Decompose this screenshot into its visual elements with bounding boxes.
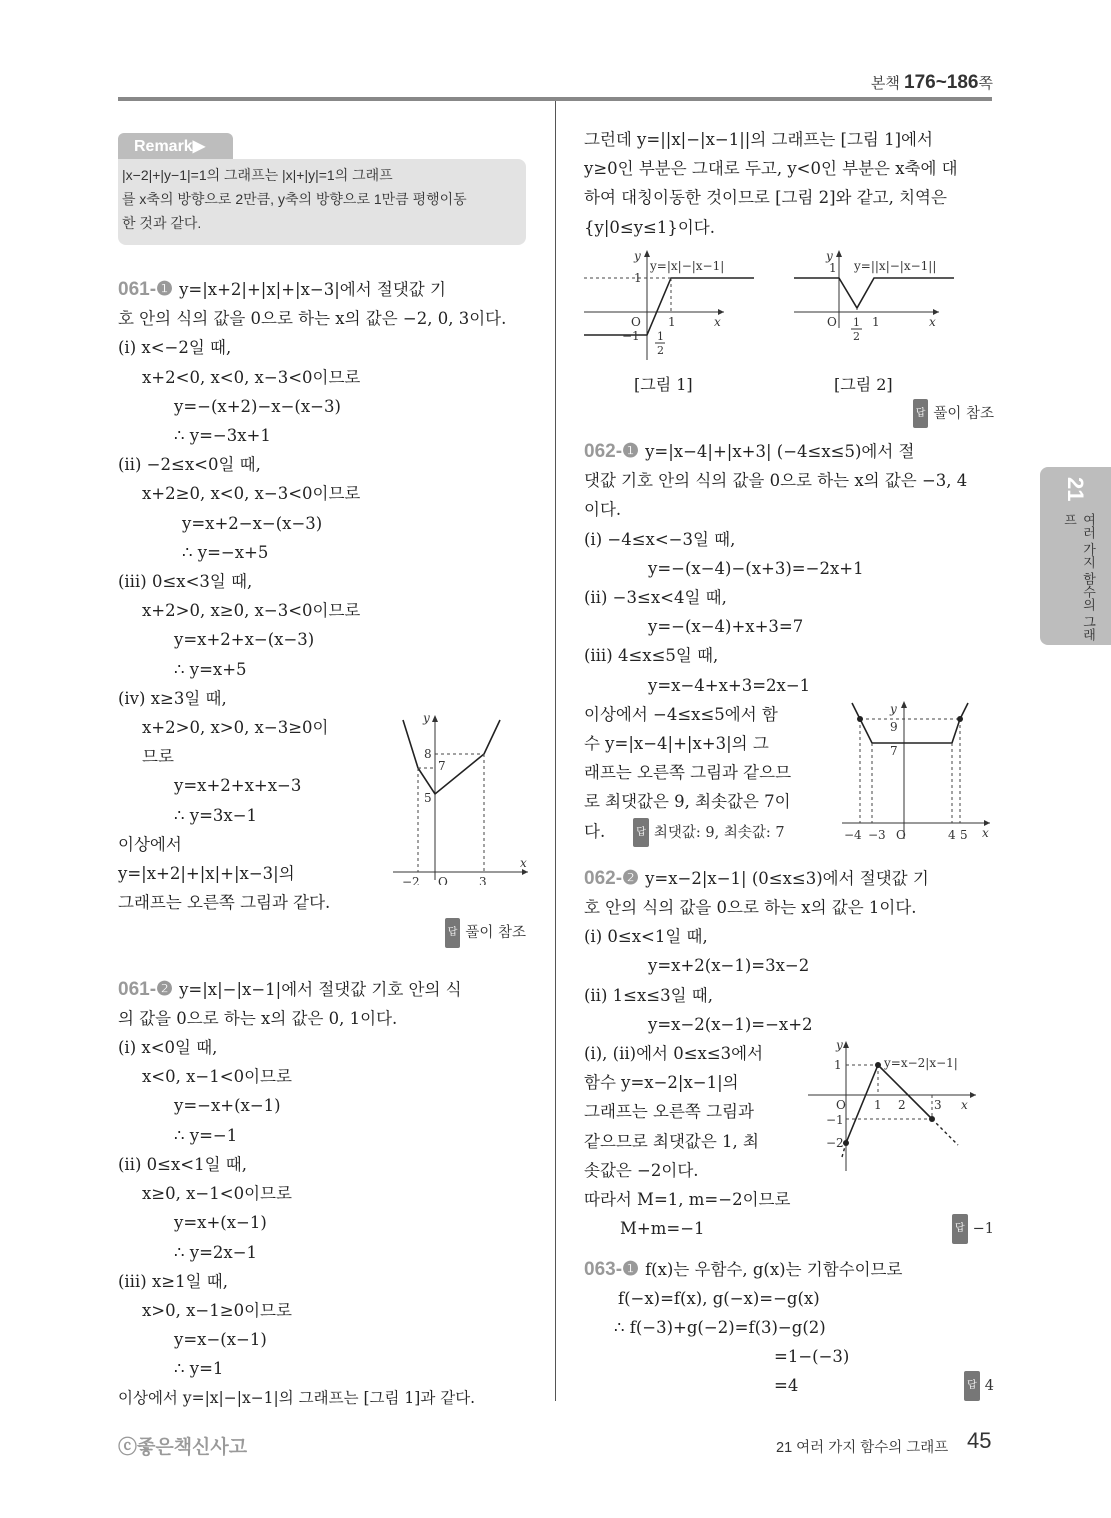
text-line: 므로 <box>142 747 174 767</box>
text-line: 함수 y=x−2|x−1|의 <box>584 1073 739 1093</box>
text-line: (ⅰ) x<0일 때, <box>118 1038 218 1058</box>
text-line: 이상에서 y=|x|−|x−1|의 그래프는 [그림 1]과 같다. <box>118 1388 476 1407</box>
figure-equation: y=|x|−|x−1| <box>650 258 725 273</box>
tick-label: 9 <box>890 720 898 735</box>
text-line: y=−x+(x−1) <box>174 1096 281 1116</box>
y-axis-label: y <box>423 711 430 725</box>
text-line: 로 최댓값은 9, 최솟값은 7이 <box>584 792 791 812</box>
text-line: y≥0인 부분은 그대로 두고, y<0인 부분은 x축에 대 <box>584 159 958 179</box>
figure-1 <box>584 248 759 366</box>
text-line: 호 안의 식의 값을 0으로 하는 x의 값은 1이다. <box>584 898 917 918</box>
text-line: y=|x−4|+|x+3| (−4≤x≤5)에서 절 <box>645 442 915 462</box>
ref-suffix: 쪽 <box>978 75 993 92</box>
text-line: (ⅰ) −4≤x<−3일 때, <box>584 529 736 549</box>
footer-chapter: 21 여러 가지 함수의 그래프 <box>776 1440 949 1456</box>
text-line: 이상에서 −4≤x≤5에서 함 <box>584 704 778 724</box>
text-line: y=x+(x−1) <box>174 1213 267 1233</box>
text-line: 의 값을 0으로 하는 x의 값은 0, 1이다. <box>118 1008 398 1028</box>
page-number: 45 <box>967 1428 992 1453</box>
page-ref <box>871 72 993 94</box>
text-line: y=x−2|x−1| (0≤x≤3)에서 절댓값 기 <box>645 868 929 888</box>
tick-label: −4 <box>844 828 862 843</box>
y-axis-label: y <box>890 702 897 717</box>
text-line: ∴ y=−1 <box>174 1125 238 1145</box>
y-axis-label: y <box>634 248 641 263</box>
text-line: ∴ y=−3x+1 <box>174 426 271 446</box>
text-line: (ⅳ) x≥3일 때, <box>118 688 227 708</box>
text-line: 이다. <box>584 500 622 520</box>
origin-label: O <box>631 314 641 329</box>
text-line: 다. <box>584 821 606 841</box>
problem-062-1 <box>584 437 994 848</box>
text-line: y=|x+2|+|x|+|x−3|에서 절댓값 기 <box>179 280 446 299</box>
text-line: (ⅱ) −2≤x<0일 때, <box>118 455 261 475</box>
tick-label: 7 <box>890 744 898 759</box>
problem-062-2 <box>584 864 994 1245</box>
tick-label: −1 <box>826 1112 844 1127</box>
text-line: ∴ y=3x−1 <box>174 805 258 825</box>
text-line: M+m=−1 <box>620 1219 705 1239</box>
text-line: x>0, x−1≥0이므로 <box>142 1300 292 1320</box>
text-line: =1−(−3) <box>774 1347 850 1367</box>
text-line: 따라서 M=1, m=−2이므로 <box>584 1190 791 1210</box>
ref-prefix: 본책 <box>870 75 900 92</box>
text-line: (ⅲ) 4≤x≤5일 때, <box>584 646 719 666</box>
text-line: 래프는 오른쪽 그림과 같으므 <box>584 763 792 783</box>
text-line: 수 y=|x−4|+|x+3|의 그 <box>584 734 769 754</box>
text-line: y=|x|−|x−1|에서 절댓값 기호 안의 식 <box>179 979 462 999</box>
figure-2-caption: [그림 2] <box>834 374 893 394</box>
text-line: {y|0≤y≤1}이다. <box>584 217 715 237</box>
text-line: 이상에서 <box>118 834 182 854</box>
text-line: x+2<0, x<0, x−3<0이므로 <box>142 367 361 387</box>
tick-label: 1 <box>874 1097 882 1112</box>
text-line: (ⅱ) −3≤x<4일 때, <box>584 588 727 608</box>
figures-row <box>584 248 994 398</box>
tick-label: 7 <box>438 759 446 773</box>
figure-1-caption: [그림 1] <box>634 374 693 394</box>
text-line: =4 <box>774 1376 799 1396</box>
text-line: 그런데 y=||x|−|x−1||의 그래프는 [그림 1]에서 <box>584 130 933 149</box>
x-axis-label: x <box>714 314 721 329</box>
origin-label: O <box>896 828 906 843</box>
text-line: x+2>0, x>0, x−3≥0이 <box>142 718 329 738</box>
chapter-number: 21 <box>1063 477 1088 502</box>
x-axis-label: x <box>929 314 936 329</box>
text-line: f(−x)=f(x), g(−x)=−g(x) <box>618 1288 820 1308</box>
tick-label: 2 <box>657 343 664 357</box>
answer: 답 풀이 참조 <box>913 406 994 422</box>
remark-line: 한 것과 같다. <box>122 215 202 231</box>
remark-line: 를 x축의 방향으로 2만큼, y축의 방향으로 1만큼 평행이동 <box>122 191 467 207</box>
problem-number: 063-❶ <box>584 1258 640 1280</box>
text-line: ∴ f(−3)+g(−2)=f(3)−g(2) <box>614 1317 826 1337</box>
text-line: 그래프는 오른쪽 그림과 같다. <box>118 893 331 913</box>
text-line: (ⅱ) 1≤x≤3일 때, <box>584 985 713 1005</box>
remark-block <box>118 125 526 255</box>
tick-label: 5 <box>424 791 432 805</box>
right-intro <box>584 125 994 429</box>
text-line: f(x)는 우함수, g(x)는 기함수이므로 <box>645 1259 903 1279</box>
text-line: (ⅰ) 0≤x<1일 때, <box>584 927 708 947</box>
text-line: ∴ y=−x+5 <box>182 542 269 562</box>
x-axis-label: x <box>961 1097 968 1112</box>
tick-label: 3 <box>479 875 487 885</box>
ref-pages: 176~186 <box>904 72 979 93</box>
figure-equation: y=||x|−|x−1|| <box>854 258 937 273</box>
figure-2 <box>794 248 994 366</box>
answer: 답 4 <box>964 1371 994 1401</box>
origin-label: O <box>836 1097 846 1112</box>
text-line: y=x−4+x+3=2x−1 <box>648 675 811 695</box>
text-line: y=−(x−4)−(x+3)=−2x+1 <box>648 558 864 578</box>
text-line: y=x−(x−1) <box>174 1330 267 1350</box>
text-line: (ⅲ) x≥1일 때, <box>118 1271 228 1291</box>
tick-label: 1 <box>657 329 664 343</box>
graph-062-2 <box>808 1039 988 1179</box>
text-line: ∴ y=2x−1 <box>174 1242 258 1262</box>
text-line: y=x+2−x−(x−3) <box>182 513 323 533</box>
remark-box <box>118 159 526 245</box>
remark-line: |x−2|+|y−1|=1의 그래프는 |x|+|y|=1의 그래프 <box>122 167 393 183</box>
tick-label: 8 <box>424 747 432 761</box>
left-column <box>118 125 526 1413</box>
x-axis-label: x <box>520 856 527 870</box>
tick-label: −1 <box>622 328 640 343</box>
publisher-logo: ⓒ좋은책신사고 <box>118 1437 248 1458</box>
text-line: y=|x+2|+|x|+|x−3|의 <box>118 864 295 884</box>
text-line: 하여 대칭이동한 것이므로 [그림 2]와 같고, 치역은 <box>584 188 947 208</box>
problem-number: 061-❷ <box>118 978 174 1000</box>
text-line: y=x+2(x−1)=3x−2 <box>648 956 810 976</box>
answer: 답 최댓값: 9, 최솟값: 7 <box>633 825 784 841</box>
tick-label: 2 <box>898 1097 906 1112</box>
chapter-side-tab <box>1040 467 1111 645</box>
text-line: ∴ y=1 <box>174 1359 224 1379</box>
text-line: y=x+2+x−(x−3) <box>174 630 315 650</box>
tick-label: 1 <box>872 314 880 329</box>
tick-label: 5 <box>960 828 968 843</box>
text-line: x+2≥0, x<0, x−3<0이므로 <box>142 484 361 504</box>
y-axis-label: y <box>836 1038 843 1052</box>
tick-label: 1 <box>668 314 676 329</box>
origin-label: O <box>438 875 448 885</box>
problem-061-1 <box>118 275 526 949</box>
text-line: (ⅰ), (ⅱ)에서 0≤x≤3에서 <box>584 1044 764 1064</box>
text-line: 호 안의 식의 값을 0으로 하는 x의 값은 −2, 0, 3이다. <box>118 309 507 329</box>
problem-061-2 <box>118 975 526 1413</box>
graph-equation: y=x−2|x−1| <box>884 1055 958 1070</box>
text-line: y=−(x+2)−x−(x−3) <box>174 396 341 416</box>
text-line: x≥0, x−1<0이므로 <box>142 1184 292 1204</box>
remark-label: Remark▶ <box>118 133 233 161</box>
text-line: ∴ y=x+5 <box>174 659 247 679</box>
answer: 답 −1 <box>952 1214 994 1244</box>
text-line: (ⅰ) x<−2일 때, <box>118 338 232 358</box>
column-divider <box>555 101 556 1401</box>
answer: 답 풀이 참조 <box>445 925 526 941</box>
tick-label: −2 <box>402 875 420 885</box>
tick-label: −2 <box>826 1135 844 1150</box>
text-line: y=−(x−4)+x+3=7 <box>648 617 804 637</box>
text-line: 댓값 기호 안의 식의 값을 0으로 하는 x의 값은 −3, 4 <box>584 471 968 491</box>
tick-label: 3 <box>934 1097 942 1112</box>
tick-label: 2 <box>853 329 860 343</box>
y-axis-label: y <box>826 248 833 263</box>
problem-number: 062-❶ <box>584 441 640 463</box>
graph-061-1 <box>388 710 533 885</box>
problem-number: 061-❶ <box>118 279 174 300</box>
text-line: x<0, x−1<0이므로 <box>142 1067 292 1087</box>
problem-063-1 <box>584 1255 994 1402</box>
text-line: (ⅲ) 0≤x<3일 때, <box>118 572 253 592</box>
tick-label: −3 <box>868 828 886 843</box>
text-line: 그래프는 오른쪽 그림과 <box>584 1102 754 1122</box>
text-line: 같으므로 최댓값은 1, 최 <box>584 1131 759 1151</box>
chapter-title: 여러 가지 함수의 그래프 <box>1062 513 1096 641</box>
origin-label: O <box>827 314 837 329</box>
text-line: (ⅱ) 0≤x<1일 때, <box>118 1154 247 1174</box>
graph-062-1 <box>842 699 992 849</box>
problem-number: 062-❷ <box>584 867 640 889</box>
text-line: y=x−2(x−1)=−x+2 <box>648 1014 813 1034</box>
tick-label: 4 <box>948 828 956 843</box>
x-axis-label: x <box>982 826 989 841</box>
text-line: y=x+2+x+x−3 <box>174 776 302 796</box>
tick-label: 1 <box>834 1057 842 1072</box>
tick-label: 1 <box>634 270 642 285</box>
tick-label: 1 <box>853 315 860 329</box>
right-column <box>584 125 994 1402</box>
tick-label: 1 <box>829 260 837 275</box>
text-line: x+2>0, x≥0, x−3<0이므로 <box>142 601 361 621</box>
text-line: 솟값은 −2이다. <box>584 1160 699 1180</box>
